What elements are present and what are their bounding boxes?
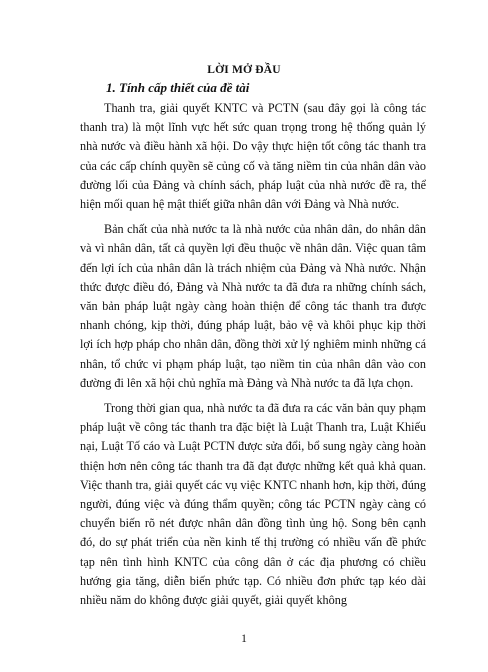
body-text — [80, 99, 426, 610]
paragraph-3: Trong thời gian qua, nhà nước ta đã đưa ra các văn bản quy phạm pháp luật về công tác thanh tra đặc biệt là Luật Thanh tra, Luật Khiếu nại, Luật Tố cáo và Luật PCTN được sửa đổi, bổ sung ngày càng hoàn thiện hơn nên công tác thanh tra đã đạt được những kết quả khả quan. Việc thanh tra, giải quyết các vụ việc KNTC nhanh hơn, kịp thời, đúng người, đúng việc và đúng thẩm quyền; công tác PCTN ngày càng có chuyển biến rõ nét được nhân dân đồng tình ủng hộ. Song bên cạnh đó, do sự phát triển của nền kinh tế thị trường có nhiều vấn đề phức tạp nên tình hình KNTC của công dân ở các địa phương có chiều hướng gia tăng, diễn biến phức tạp. Có nhiều đơn phức tạp kéo dài nhiều năm do không được giải quyết, giải quyết không — [80, 401, 426, 608]
page-number: 1 — [241, 633, 247, 645]
document-title: LỜI MỞ ĐẦU — [207, 64, 281, 76]
paragraph-1: Thanh tra, giải quyết KNTC và PCTN (sau đây gọi là công tác thanh tra) là một lĩnh vực hết sức quan trọng trong hệ thống quản lý nhà nước và điều hành xã hội. Do vậy thực hiện tốt công tác thanh tra của các cấp chính quyền sẽ củng cố và tăng niềm tin của nhân dân vào đường lối của Đảng và chính sách, pháp luật của nhà nước đề ra, thể hiện mối quan hệ mật thiết giữa nhân dân với Đảng và Nhà nước. — [80, 101, 426, 212]
section-heading: 1. Tính cấp thiết của đề tài — [106, 80, 250, 95]
paragraph-2: Bản chất của nhà nước ta là nhà nước của nhân dân, do nhân dân và vì nhân dân, tất cả quyền lợi đều thuộc về nhân dân. Việc quan tâm đến lợi ích của nhân dân là trách nhiệm của Đảng và Nhà nước. Nhận thức được điều đó, Đảng và Nhà nước ta đã đưa ra những chính sách, văn bản pháp luật ngày càng hoàn thiện để công tác thanh tra được nhanh chóng, kịp thời, đúng pháp luật, bảo vệ và khôi phục kịp thời lợi ích hợp pháp cho nhân dân, đồng thời xử lý nghiêm minh những cá nhân, tổ chức vi phạm pháp luật, tạo niềm tin của nhân dân vào con đường đi lên xã hội chủ nghĩa mà Đảng và Nhà nước ta đã lựa chọn. — [80, 222, 426, 390]
